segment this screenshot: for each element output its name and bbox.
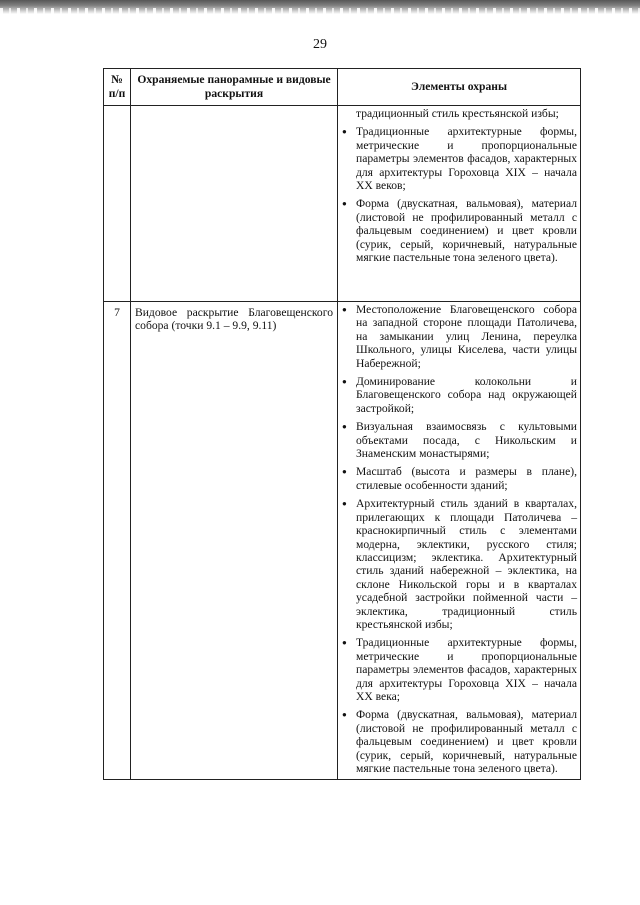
list-item: ● Форма (двускатная, вальмовая), материал (листовой не профилированный металл с фальцевым соединением) и цвет кровли (сурик, серый, коричневый, натуральные мягкие пастельные тона зеленого цвета). — [341, 197, 577, 264]
table-row — [104, 106, 581, 302]
row-elements — [338, 106, 581, 302]
table-header-row — [104, 69, 581, 106]
list-item: ● Визуальная взаимосвязь с культовыми объектами посада, с Никольским и Знаменским монастырями; — [341, 420, 577, 460]
row-number — [104, 106, 131, 302]
header-elements: Элементы охраны — [338, 69, 581, 106]
row-number: 7 — [104, 302, 131, 780]
header-number: № п/п — [104, 69, 131, 106]
list-item: ● Местоположение Благовещенского собора на западной стороне площади Патоличева, на замыкании улиц Ленина, переулка Школьного, улицы Киселева, части улицы Набережной; — [341, 303, 577, 370]
list-item: ● Архитектурный стиль зданий в кварталах, прилегающих к площади Патоличева – краснокирпичный стиль с элементами модерна, эклектики, русского стиля; классицизм; эклектика. Архитектурный стиль зданий набережной – эклектика, на склоне Никольской горы и в кварталах усадебной застройки пойменной части – эклектика, традиционный стиль крестьянской избы; — [341, 497, 577, 631]
header-views: Охраняемые панорамные и видовые раскрытия — [131, 69, 338, 106]
page-number: 29 — [313, 37, 327, 52]
list-item: традиционный стиль крестьянской избы; — [356, 107, 559, 120]
elements-list — [338, 302, 580, 779]
row-description: Видовое раскрытие Благовещенского собора (точки 9.1 – 9.9, 9.11) — [131, 302, 338, 780]
list-item: ● Форма (двускатная, вальмовая), материал (листовой не профилированный металл с фальцевым соединением) и цвет кровли (сурик, серый, коричневый, натуральные мягкие пастельные тона зеленого цвета). — [341, 708, 577, 775]
row-elements — [338, 302, 581, 780]
row-description — [131, 106, 338, 302]
scan-edge-artifact — [0, 0, 640, 14]
protection-table — [103, 68, 581, 780]
table-row — [104, 302, 581, 780]
list-item: ● Традиционные архитектурные формы, метрические и пропорциональные параметры элементов фасадов, характерных для архитектуры Гороховца XIX – начала XX веков; — [341, 125, 577, 192]
list-item: ● Традиционные архитектурные формы, метрические и пропорциональные параметры элементов фасадов, характерных для архитектуры Гороховца XIX – начала XX века; — [341, 636, 577, 703]
list-item: ● Масштаб (высота и размеры в плане), стилевые особенности зданий; — [341, 465, 577, 492]
elements-list — [338, 106, 580, 268]
list-item: ● Доминирование колокольни и Благовещенского собора над окружающей застройкой; — [341, 375, 577, 415]
